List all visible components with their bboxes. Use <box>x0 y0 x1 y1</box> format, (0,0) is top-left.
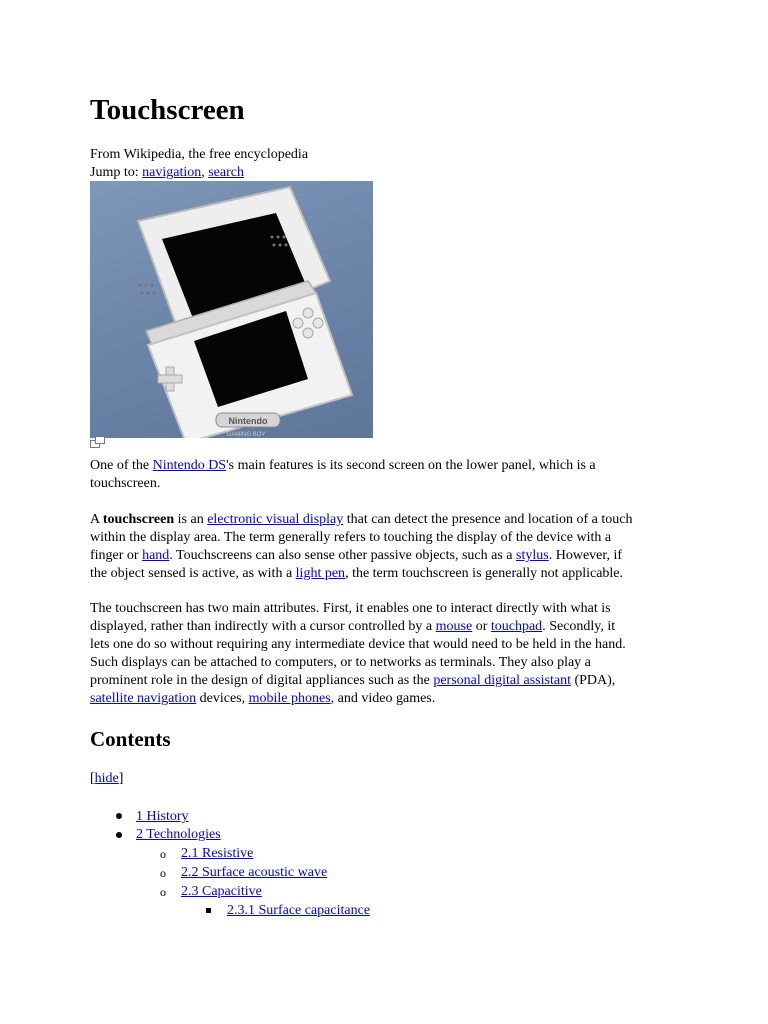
p2-text-6b: , and video games. <box>330 691 436 706</box>
p1-bold-term: touchscreen <box>102 512 175 527</box>
figure-caption <box>90 457 690 493</box>
p2-text-2a: displayed, rather than indirectly with a cursor controlled by a <box>90 619 436 634</box>
electronic-visual-display-link[interactable]: electronic visual display <box>207 512 344 527</box>
p1-text-f: . Touchscreens can also sense other passive objects, such as a <box>169 548 517 563</box>
jump-to-line <box>90 164 244 182</box>
toc-bullet-circle: o <box>160 866 166 880</box>
hand-link[interactable]: hand <box>142 548 170 563</box>
p2-text-5a: prominent role in the design of digital appliances such as the <box>90 673 434 688</box>
gaming-boy-text: GAMING BOY <box>226 432 266 438</box>
navigation-link[interactable]: navigation <box>142 165 202 180</box>
toc-bracket-close: ] <box>118 771 124 786</box>
hide-toc-link[interactable]: hide <box>94 771 119 786</box>
caption-text-2: 's main features is its second screen on the lower panel, which is a <box>226 458 596 473</box>
p1-text-e: finger or <box>90 548 143 563</box>
toc-item-surface-capacitance[interactable]: 2.3.1 Surface capacitance <box>227 903 371 918</box>
nintendo-ds-photo[interactable] <box>90 181 373 438</box>
nintendo-ds-illustration <box>90 181 373 438</box>
toc-toggle <box>90 770 123 788</box>
mouse-link[interactable]: mouse <box>435 619 473 634</box>
nintendo-logo-text: Nintendo <box>228 416 268 426</box>
jump-to-label: Jump to: <box>90 165 143 180</box>
toc-item-technologies[interactable]: 2 Technologies <box>136 827 221 842</box>
search-link[interactable]: search <box>208 165 244 180</box>
attributes-paragraph <box>90 600 690 708</box>
mobile-phones-link[interactable]: mobile phones <box>248 691 331 706</box>
contents-heading: Contents <box>90 727 171 751</box>
toc-item-resistive[interactable]: 2.1 Resistive <box>181 846 254 861</box>
nintendo-ds-link[interactable]: Nintendo DS <box>152 458 227 473</box>
p2-text-2b: or <box>472 619 491 634</box>
toc-bullet-square <box>206 908 211 913</box>
p2-text-6a: devices, <box>196 691 249 706</box>
stylus-link[interactable]: stylus <box>516 548 549 563</box>
toc-item-capacitive[interactable]: 2.3 Capacitive <box>181 884 262 899</box>
toc-bracket-open: [ <box>90 771 95 786</box>
p2-text-3: lets one do so without requiring any intermediate device that would need to be held in the hand. <box>90 637 626 652</box>
toc-bullet <box>116 832 122 838</box>
p2-text-5b: (PDA), <box>570 673 616 688</box>
light-pen-link[interactable]: light pen <box>295 566 346 581</box>
toc-bullet-circle: o <box>160 847 166 861</box>
toc-item-history[interactable]: 1 History <box>136 809 189 824</box>
page-title: Touchscreen <box>90 94 245 126</box>
p1-text-c: that can detect the presence and location of a touch <box>343 512 633 527</box>
personal-digital-assistant-link[interactable]: personal digital assistant <box>433 673 571 688</box>
caption-text-3: touchscreen. <box>90 476 161 491</box>
enlarge-icon[interactable] <box>90 436 106 448</box>
p1-text-g: . However, if <box>548 548 623 563</box>
p1-text-a: A <box>90 512 103 527</box>
tagline: From Wikipedia, the free encyclopedia <box>90 147 309 162</box>
p2-text-2c: . Secondly, it <box>542 619 616 634</box>
p1-text-h: the object sensed is active, as with a <box>90 566 296 581</box>
p2-text-1: The touchscreen has two main attributes. First, it enables one to interact directly with what is <box>90 601 611 616</box>
satellite-navigation-link[interactable]: satellite navigation <box>90 691 197 706</box>
jump-to-separator: , <box>201 165 209 180</box>
touchpad-link[interactable]: touchpad <box>490 619 543 634</box>
p1-text-b: is an <box>174 512 208 527</box>
p1-text-d: within the display area. The term generally refers to touching the display of the device with a <box>90 530 612 545</box>
caption-text: One of the <box>90 458 153 473</box>
toc-bullet <box>116 813 122 819</box>
toc-item-surface-acoustic-wave[interactable]: 2.2 Surface acoustic wave <box>181 865 328 880</box>
p2-text-4: Such displays can be attached to computers, or to networks as terminals. They also play a <box>90 655 591 670</box>
intro-paragraph <box>90 511 690 583</box>
toc-bullet-circle: o <box>160 885 166 899</box>
p1-text-i: , the term touchscreen is generally not applicable. <box>345 566 624 581</box>
